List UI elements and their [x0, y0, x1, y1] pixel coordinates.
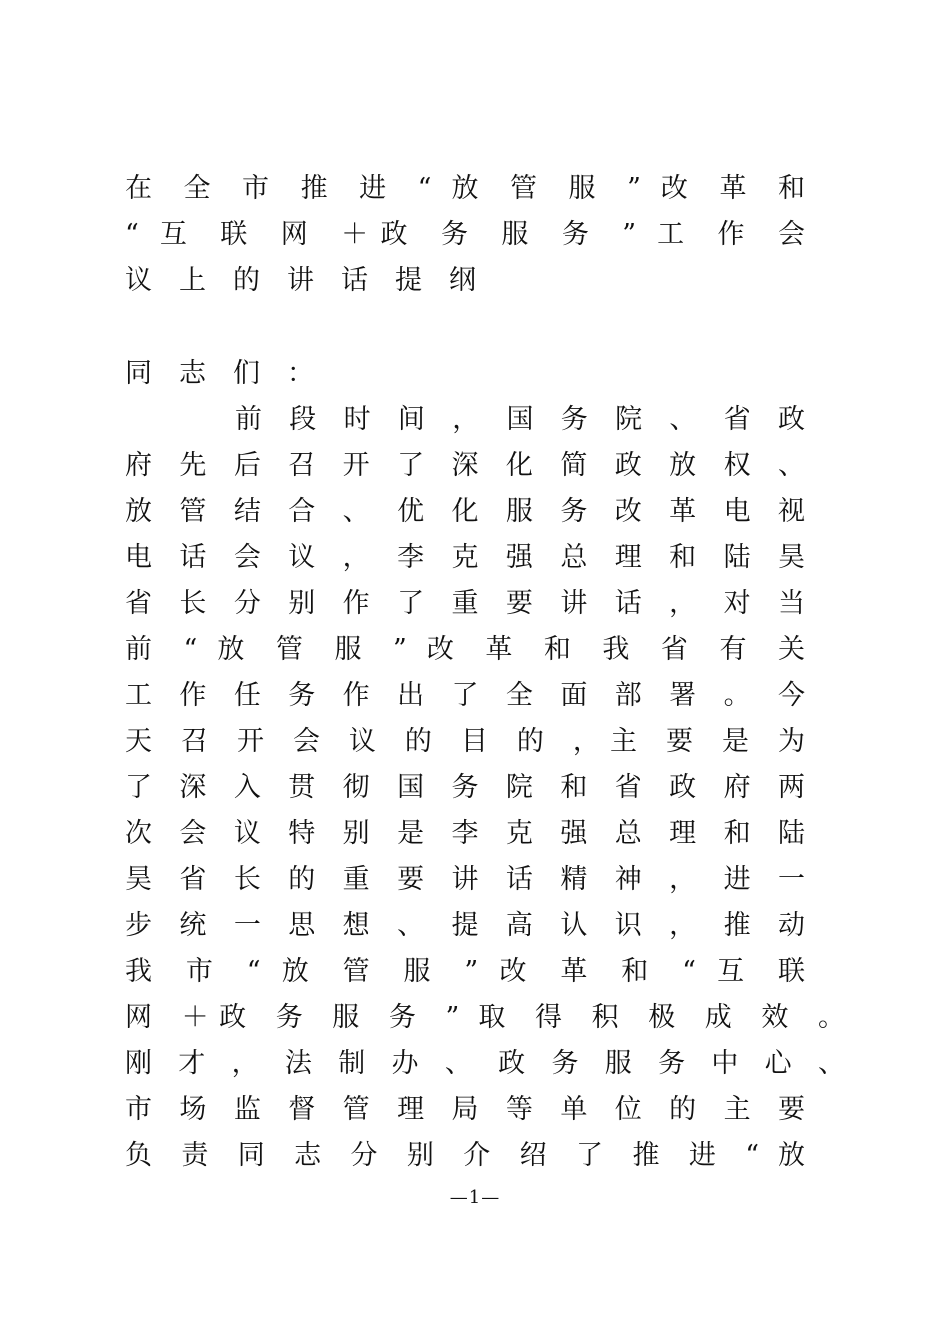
body-line-17: 负 责 同 志 分 别 介 绍 了 推 进 “ 放 [125, 1140, 805, 1171]
body-line-5: 省 长 分 别 作 了 重 要 讲 话 ， 对 当 [125, 588, 805, 619]
salutation: 同志们： [125, 358, 341, 389]
body-line-2: 府 先 后 召 开 了 深 化 简 政 放 权 、 [125, 450, 805, 481]
body-line-1: 前 段 时 间 ， 国 务 院 、 省 政 [235, 404, 805, 435]
title-line-3: 议上的讲话提纲 [125, 265, 503, 296]
page-number: —1— [449, 1187, 501, 1208]
body-line-6: 前 “ 放 管 服 ” 改 革 和 我 省 有 关 [125, 634, 805, 665]
body-line-15: 刚 才 ， 法 制 办 、 政 务 服 务 中 心 、 [125, 1048, 845, 1079]
body-line-13: 我 市 “ 放 管 服 ” 改 革 和 “ 互 联 [125, 956, 805, 987]
body-line-12: 步 统 一 思 想 、 提 高 认 识 ， 推 动 [125, 910, 805, 941]
body-line-3: 放 管 结 合 、 优 化 服 务 改 革 电 视 [125, 496, 805, 527]
body-line-7: 工 作 任 务 作 出 了 全 面 部 署 。 今 [125, 680, 805, 711]
title-line-2: “ 互 联 网 ＋政 务 服 务 ” 工 作 会 [125, 219, 805, 250]
body-line-14: 网 ＋政 务 服 务 ” 取 得 积 极 成 效 。 [125, 1002, 845, 1033]
title-line-1: 在 全 市 推 进 “ 放 管 服 ” 改 革 和 [125, 173, 805, 204]
body-line-9: 了 深 入 贯 彻 国 务 院 和 省 政 府 两 [125, 772, 805, 803]
body-line-11: 昊 省 长 的 重 要 讲 话 精 神 ， 进 一 [125, 864, 805, 895]
body-line-16: 市 场 监 督 管 理 局 等 单 位 的 主 要 [125, 1094, 805, 1125]
body-line-10: 次 会 议 特 别 是 李 克 强 总 理 和 陆 [125, 818, 805, 849]
body-line-4: 电 话 会 议 ， 李 克 强 总 理 和 陆 昊 [125, 542, 805, 573]
body-line-8: 天 召 开 会 议 的 目 的 ，主 要 是 为 [125, 726, 805, 757]
